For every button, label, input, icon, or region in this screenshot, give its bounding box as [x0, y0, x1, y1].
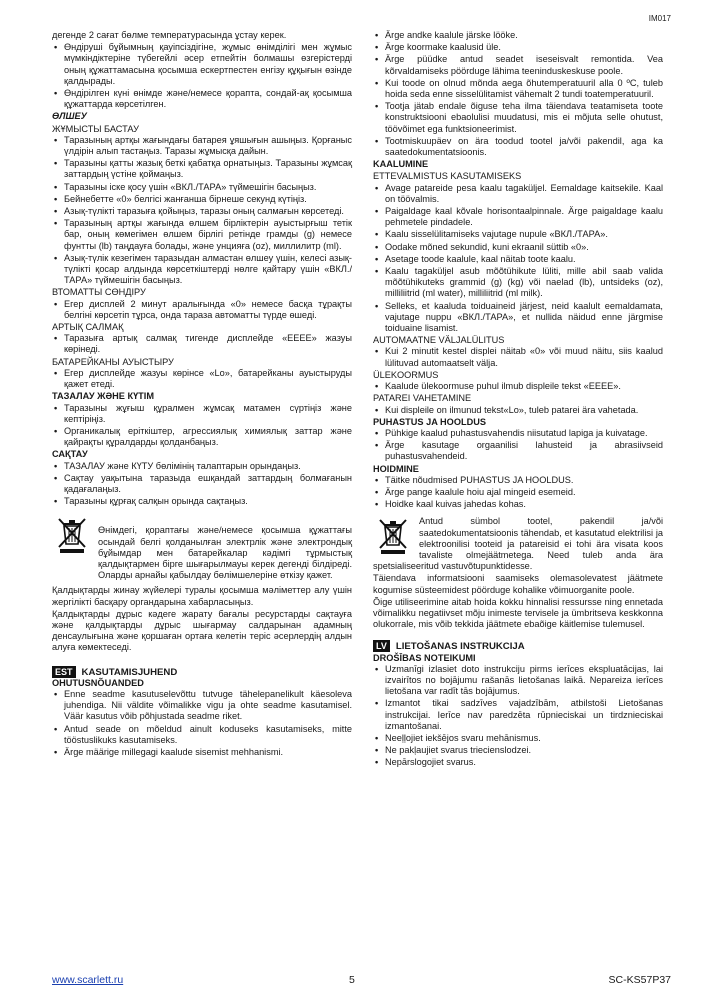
list-item: • Oodake mõned sekundid, kuni ekraanil süttib «0».	[373, 242, 663, 253]
bullet-list	[52, 403, 352, 449]
list-item: • Ärge pange kaalule hoiu ajal mingeid esemeid.	[373, 487, 663, 498]
section-heading: PUHASTUS JA HOOLDUS	[373, 416, 486, 427]
bullet-list	[373, 475, 663, 511]
language-title: KASUTAMISJUHEND	[81, 666, 178, 678]
bullet-list	[52, 42, 352, 110]
list-item: • Азық-түлік кезегімен таразыдан алмастан өлшеу үшін, келесі азық-түлікті қосар алдында көрсеткіштерді нөлге қайтару үшін «ВКЛ./ТАРА» түймешігін басыңыз.	[52, 253, 352, 287]
list-item: • Täitke nõudmised PUHASTUS JA HOOLDUS.	[373, 475, 663, 486]
paragraph: Қалдықтарды дұрыс кәдеге жарату бағалы ресурстарды сақтауға және қалдықтарды дұрыс шығармау салдарынан адамның денсаулығына және қоршаған ортаға келетін теріс әсерлердің алдын алуға көмектеседі.	[52, 608, 352, 653]
section-heading: AUTOMAATNE VÄLJALÜLITUS	[373, 335, 505, 346]
language-code: EST	[52, 666, 76, 678]
list-item: • Hoidke kaal kuivas jahedas kohas.	[373, 499, 663, 510]
list-item: • Kaalude ülekoormuse puhul ilmub displeile tekst «EEEE».	[373, 381, 663, 392]
section-heading: ÜLEKOORMUS	[373, 369, 439, 380]
list-item: • Ärge kasutage orgaanilisi lahusteid ja abrasiivseid puhastusvahendeid.	[373, 440, 663, 462]
list-item: • Paigaldage kaal kõvale horisontaalpinnale. Ärge paigaldage kaalu pehmetele pindadele.	[373, 206, 663, 228]
website-link[interactable]: www.scarlett.ru	[52, 974, 124, 986]
list-item: • Ne pakļaujiet svarus triecienslodzei.	[373, 745, 663, 756]
language-heading	[373, 640, 663, 652]
list-item: • Antud seade on mõeldud ainult koduseks kasutamiseks, mitte tööstuslikuks kasutamiseks.	[52, 724, 352, 746]
language-heading	[52, 666, 352, 678]
list-item: • Органикалық еріткіштер, агрессиялық химиялық заттар және қайрақты құралдарды қолданбаңыз.	[52, 426, 352, 448]
section-heading: ETTEVALMISTUS KASUTAMISEKS	[373, 171, 522, 182]
list-item: • Ärge koormake kaalusid üle.	[373, 42, 663, 53]
list-item: • Егер дисплейде жазуы көрінсе «Lo», батарейканы ауыстыруды қажет етеді.	[52, 368, 352, 390]
list-item: • Өндіруші бұйымның қауіпсіздігіне, жұмыс өнімділігі мен жұмыс мүмкіндіктеріне түбегейлі әсер етпейтін болмашы өзгерістерді оның құжаттамасына қосымша ескертпестен енгізу құқығын өзінде қалдырады.	[52, 42, 352, 87]
list-item: • Pühkige kaalud puhastusvahendis niisutatud lapiga ja kuivatage.	[373, 428, 663, 439]
section-heading: БАТАРЕЙКАНЫ АУЫСТЫРУ	[52, 356, 174, 367]
section-heading: PATAREI VAHETAMINE	[373, 393, 472, 404]
bullet-list	[52, 689, 352, 758]
list-item: • Nepārslogojiet svarus.	[373, 757, 663, 768]
list-item: • ТАЗАЛАУ және КҮТУ бөлімінің талаптарын орындаңыз.	[52, 461, 352, 472]
list-item: • Таразыны құрғақ салқын орында сақтаңыз.	[52, 496, 352, 507]
paragraph: Täiendava informatsiooni saamiseks olemasolevatest jäätmete kogumise süsteemidest pöörduge kohalike võimuorganite poole.	[373, 573, 663, 595]
list-item: • Izmantot tikai sadzīves vajadzībām, atbilstoši Lietošanas instrukcijai. Ierīce nav paredzēta rūpnieciskai un tirdznieciskai izmantošanai.	[373, 698, 663, 732]
list-item: • Tootja jätab endale õiguse teha ilma täiendava teatamiseta toote konstruktsiooni ebaolulisi muudatusi, mis ei mõjuta selle ohutust, töövõimet ega funktsioneerimist.	[373, 101, 663, 135]
list-item: • Kaalu tagaküljel asub mõõtühikute lüliti, mille abil saab valida mõõtühikuteks grammid (g) (kg) või naelad (lb), untsideks (oz), milliliitrid (ml water), milliliitrid (ml milk).	[373, 266, 663, 300]
bullet-list	[373, 346, 663, 368]
right-column	[373, 30, 663, 770]
section-heading: ЖҰМЫСТЫ БАСТАУ	[52, 123, 139, 134]
section-heading: OHUTUSNÕUANDED	[52, 677, 144, 688]
list-item: • Tootmiskuupäev on ära toodud tootel ja/või pakendil, aga ka saatedokumentatsioonis.	[373, 136, 663, 158]
list-item: • Enne seadme kasutuselevõttu tutvuge tähelepanelikult käesoleva juhendiga. Nii väldite võimalikke vigu ja ohte seadme kasutamisel. Väär kasutus võib põhjustada seadme riket.	[52, 689, 352, 723]
bullet-list	[373, 428, 663, 463]
bullet-list	[373, 405, 663, 416]
list-item: • Asetage toode kaalule, kaal näitab toote kaalu.	[373, 254, 663, 265]
model-number: SC-KS57P37	[608, 974, 671, 986]
list-item: • Таразының артқы жағында өлшем бірліктерін ауыстырғыш тетік бар, оның көмегімен өлшем бірлігі ретінде грамды (g) немесе фунтты (lb) таңдауға болады, және унцияға (oz), миллилитр (ml).	[52, 218, 352, 252]
list-item: • Таразының артқы жағындағы батарея ұяшығын ашыңыз. Қорғаныс үлдірін алып тастаңыз. Таразы жұмысқа дайын.	[52, 135, 352, 157]
list-item: • Егер дисплей 2 минут аралығында «0» немесе басқа тұрақты белгіні көрсетіп тұрса, онда тараза автоматты түрде өшеді.	[52, 299, 352, 321]
paragraph: Antud sümbol tootel, pakendil ja/või saatedokumentatsioonis tähendab, et kasutatud elektrilisi ja elektroonilisi tooteid ja patareisid ei tohi ära visata koos tavaliste olmejäätmetega. Need tuleb anda ära spetsialiseeritud vastuvõtupunktidesse.	[373, 516, 663, 572]
page-number: 5	[349, 974, 355, 986]
list-item: • Kui toode on olnud mõnda aega õhutemperatuuril alla 0 ºC, tuleb hoida seda enne sisselülitamist vähemalt 2 tundi toatemperatuuril.	[373, 78, 663, 100]
language-title: LIETOŠANAS INSTRUKCIJA	[395, 641, 525, 653]
section-heading: ВТОМАТТЫ СӨНДІРУ	[52, 287, 146, 298]
list-item: • Сақтау уақытына таразыда ешқандай заттардың болмағанын қадағалаңыз.	[52, 473, 352, 495]
list-item: • Kui displeile on ilmunud tekst«Lo», tuleb patarei ära vahetada.	[373, 405, 663, 416]
bullet-list	[52, 135, 352, 287]
list-item: • Таразыға артық салмақ тигенде дисплейде «ЕЕЕЕ» жазуы көрінеді.	[52, 333, 352, 355]
paragraph: Қалдықтарды жинау жүйелері туралы қосымша мәліметтер алу үшін жергілікті басқару органдарына хабарласыңыз.	[52, 585, 352, 607]
crossed-bin-icon	[52, 515, 92, 555]
list-item: • Таразыны қатты жазық беткі қабатқа орнатыңыз. Таразыны жұмсақ заттардың үстіне қоймаңыз.	[52, 158, 352, 180]
left-column	[52, 30, 352, 759]
list-item: • Өндірілген күні өнімде және/немесе қорапта, сондай-ақ қосымша құжаттарда көрсетілген.	[52, 88, 352, 110]
list-item: • Азық-түлікті таразыға қойыңыз, таразы оның салмағын көрсетеді.	[52, 206, 352, 217]
bullet-list	[373, 381, 663, 392]
section-heading: АРТЫҚ САЛМАҚ	[52, 322, 124, 333]
bullet-list	[52, 461, 352, 508]
list-item: • Avage patareide pesa kaalu tagaküljel. Eemaldage kaitsekile. Kaal on töövalmis.	[373, 183, 663, 205]
section-heading: ТАЗАЛАУ ЖӘНЕ КҮТІМ	[52, 391, 154, 402]
bullet-list	[52, 299, 352, 321]
paragraph: Õige utiliseerimine aitab hoida kokku hinnalisi ressursse ning ennetada võimalikku negatiivset mõju inimeste tervisele ja ümbritseva keskkonna olukorrale, mis võib tekkida jäätmete ebaõige käitlemise tulemusel.	[373, 596, 663, 630]
paragraph: дегенде 2 сағат бөлме температурасында ұстау керек.	[52, 30, 287, 40]
list-item: • Neeļļojiet iekšējos svaru mehānismus.	[373, 733, 663, 744]
list-item: • Ärge andke kaalule järske lööke.	[373, 30, 663, 41]
recycle-notice	[52, 515, 352, 581]
crossed-bin-icon	[373, 516, 413, 556]
bullet-list	[373, 30, 663, 158]
list-item: • Kaalu sisselülitamiseks vajutage nupule «ВКЛ./ТАРА».	[373, 229, 663, 240]
list-item: • Selleks, et kaaluda toiduaineid järjest, neid kaalult eemaldamata, vajutage nuppu «ВКЛ./ТАРА», et nullida näidud enne järgmise toiduaine lisamist.	[373, 301, 663, 335]
list-item: • Ärge püüdke antud seadet iseseisvalt remontida. Vea kõrvaldamiseks pöörduge lähima teeninduskeskuse poole.	[373, 54, 663, 76]
section-heading: ӨЛШЕУ	[52, 111, 87, 122]
list-item: • Ärge määrige millegagi kaalude sisemist mehhanismi.	[52, 747, 352, 758]
list-item: • Uzmanīgi izlasiet doto instrukciju pirms ierīces ekspluatācijas, lai izvairītos no bojājumu rašanās lietošanas laikā. Nepareiza ierīces lietošana var radīt tās bojājumus.	[373, 664, 663, 698]
list-item: • Бейнебетте «0» белгісі жанғанша бірнеше секунд күтіңіз.	[52, 194, 352, 205]
bullet-list	[52, 368, 352, 390]
language-code: LV	[373, 640, 390, 652]
section-heading: KAALUMINE	[373, 159, 429, 170]
bullet-list	[373, 183, 663, 335]
recycle-notice	[373, 516, 663, 572]
paragraph: Өнімдегі, қораптағы және/немесе қосымша құжаттағы осындай белгі қолданылған электрлік және электрондық бұйымдар мен батарейкалар кәдімгі тұрмыстық қалдықтармен бірге шығарылмауы керек дегенді білдіреді. Оларды арнайы қабылдау бөлімшелеріне өткізу қажет.	[98, 525, 352, 581]
doc-code: IM017	[648, 14, 671, 23]
bullet-list	[373, 664, 663, 769]
section-heading: DROŠĪBAS NOTEIKUMI	[373, 652, 476, 663]
list-item: • Kui 2 minutit kestel displei näitab «0» või muud näitu, siis kaalud lülituvad automaatselt välja.	[373, 346, 663, 368]
list-item: • Таразыны іске қосу үшін «ВКЛ./ТАРА» түймешігін басыңыз.	[52, 182, 352, 193]
bullet-list	[52, 333, 352, 355]
section-heading: САҚТАУ	[52, 449, 88, 460]
list-item: • Таразыны жұғыш құралмен жұмсақ матамен сүртіңіз және кептіріңіз.	[52, 403, 352, 425]
section-heading: HOIDMINE	[373, 463, 419, 474]
